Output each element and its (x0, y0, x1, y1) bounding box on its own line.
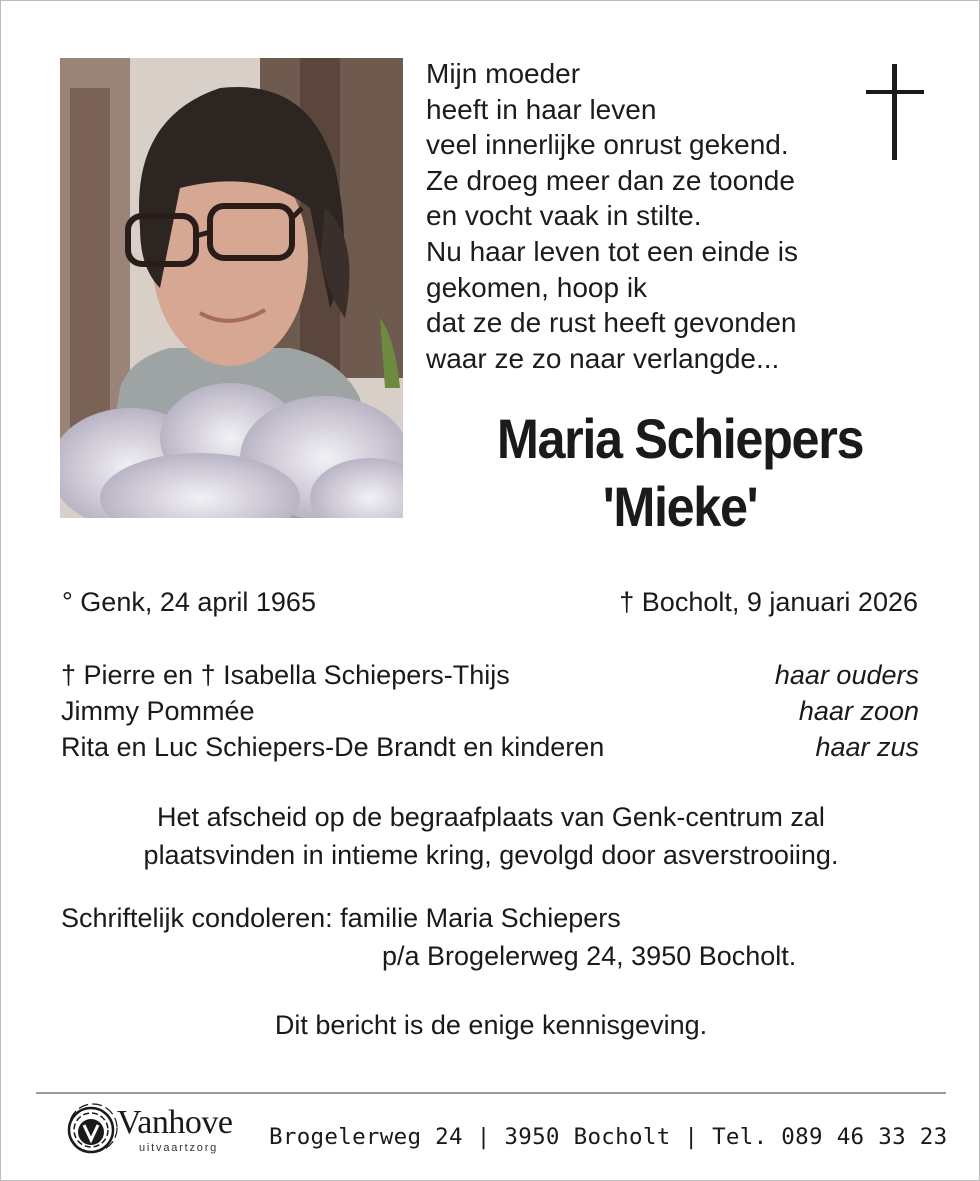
condolence-address: p/a Brogelerweg 24, 3950 Bocholt. (382, 941, 797, 971)
notice-text: Dit bericht is de enige kennisgeving. (274, 1010, 708, 1040)
cross-icon (866, 64, 924, 160)
logo-name: Vanhove (117, 1104, 233, 1141)
nickname: 'Mieke' (602, 475, 758, 538)
poem-line: Ze droeg meer dan ze toonde (426, 164, 795, 196)
farewell-text (41, 798, 941, 874)
full-name: Maria Schiepers (496, 407, 864, 470)
poem-line: heeft in haar leven (426, 93, 657, 125)
farewell-line: plaatsvinden in intieme kring, gevolgd door asverstrooiing. (143, 840, 839, 870)
farewell-line: Het afscheid op de begraafplaats van Genk-centrum zal (157, 802, 825, 832)
relative-row (61, 657, 919, 693)
memorial-poem (426, 56, 856, 376)
relatives-list (61, 657, 919, 765)
poem-line: Mijn moeder (426, 58, 581, 89)
logo-subtitle: uitvaartzorg (139, 1142, 219, 1154)
relative-row (61, 729, 919, 765)
relative-role: haar zoon (798, 696, 919, 726)
relative-names: † Pierre en † Isabella Schiepers-Thijs (61, 660, 510, 690)
poem-line: Nu haar leven tot een einde is (426, 235, 799, 267)
death-info: † Bocholt, 9 januari 2026 (619, 587, 918, 617)
poem-line: dat ze de rust heeft gevonden (426, 307, 797, 339)
relative-row (61, 693, 919, 729)
birth-info: ° Genk, 24 april 1965 (62, 587, 316, 617)
funeral-home-logo (63, 1101, 263, 1161)
relative-names: Rita en Luc Schiepers-De Brandt en kinderen (61, 732, 605, 762)
poem-line: veel innerlijke onrust gekend. (426, 129, 789, 161)
relative-names: Jimmy Pommée (61, 696, 255, 726)
portrait-photo (60, 58, 403, 518)
deceased-name (446, 405, 914, 541)
divider (36, 1092, 946, 1094)
poem-line: waar ze zo naar verlangde... (426, 342, 780, 374)
relative-role: haar ouders (774, 660, 919, 690)
footer-address: Brogelerweg 24 | 3950 Bocholt | Tel. 089 46 33 23 (269, 1124, 948, 1150)
poem-line: gekomen, hoop ik (426, 271, 648, 303)
condolence-line: Schriftelijk condoleren: familie Maria Schiepers (61, 903, 621, 933)
relative-role: haar zus (815, 732, 919, 762)
logo-mark-icon (63, 1103, 119, 1157)
poem-line: en vocht vaak in stilte. (426, 200, 702, 232)
